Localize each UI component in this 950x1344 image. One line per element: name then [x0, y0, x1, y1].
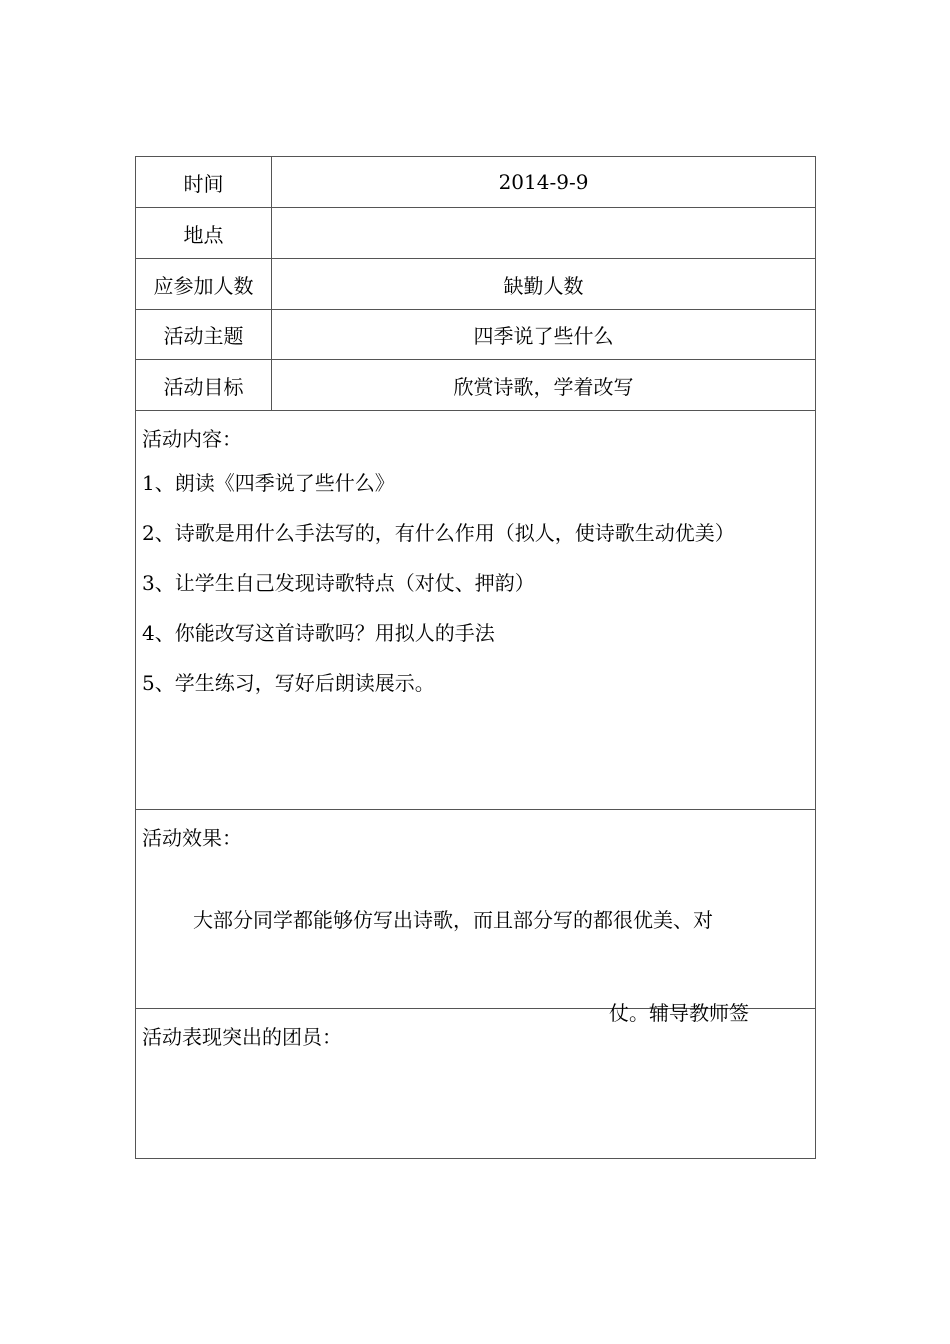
- effect-title: 活动效果：: [142, 826, 242, 850]
- value-theme: 四季说了些什么: [473, 324, 614, 348]
- value-location: [272, 208, 815, 258]
- label-location: 地点: [136, 208, 272, 258]
- row-location: [136, 208, 815, 259]
- row-time: [136, 157, 815, 208]
- row-theme: [136, 310, 815, 360]
- content-item-1: 1、朗读《四季说了些什么》: [142, 471, 395, 495]
- content-item-2: 2、诗歌是用什么手法写的，有什么作用（拟人，使诗歌生动优美）: [142, 521, 735, 545]
- content-item-5: 5、学生练习，写好后朗读展示。: [142, 671, 435, 695]
- value-absent-count: 缺勤人数: [503, 273, 584, 298]
- effect-section: [136, 810, 815, 1025]
- members-section: [136, 1009, 815, 1158]
- row-goal: [136, 360, 815, 411]
- label-goal: 活动目标: [136, 360, 272, 410]
- effect-text: 大部分同学都能够仿写出诗歌，而且部分写的都很优美、对: [193, 908, 713, 932]
- content-title: 活动内容：: [142, 427, 242, 451]
- content-item-3: 3、让学生自己发现诗歌特点（对仗、押韵）: [142, 571, 535, 595]
- members-title: 活动表现突出的团员：: [142, 1025, 342, 1049]
- effect-overflow-text: 仗。辅导教师签: [609, 1001, 749, 1025]
- value-time: 2014-9-9: [498, 170, 589, 194]
- label-theme: 活动主题: [136, 310, 272, 359]
- label-expected-attendance: 应参加人数: [136, 259, 272, 309]
- activity-record-table: [135, 156, 816, 1159]
- row-attendance: [136, 259, 815, 310]
- label-time: 时间: [136, 157, 272, 207]
- content-item-4: 4、你能改写这首诗歌吗？用拟人的手法: [142, 621, 495, 645]
- value-goal: 欣赏诗歌，学着改写: [453, 374, 634, 399]
- content-section: [136, 411, 815, 810]
